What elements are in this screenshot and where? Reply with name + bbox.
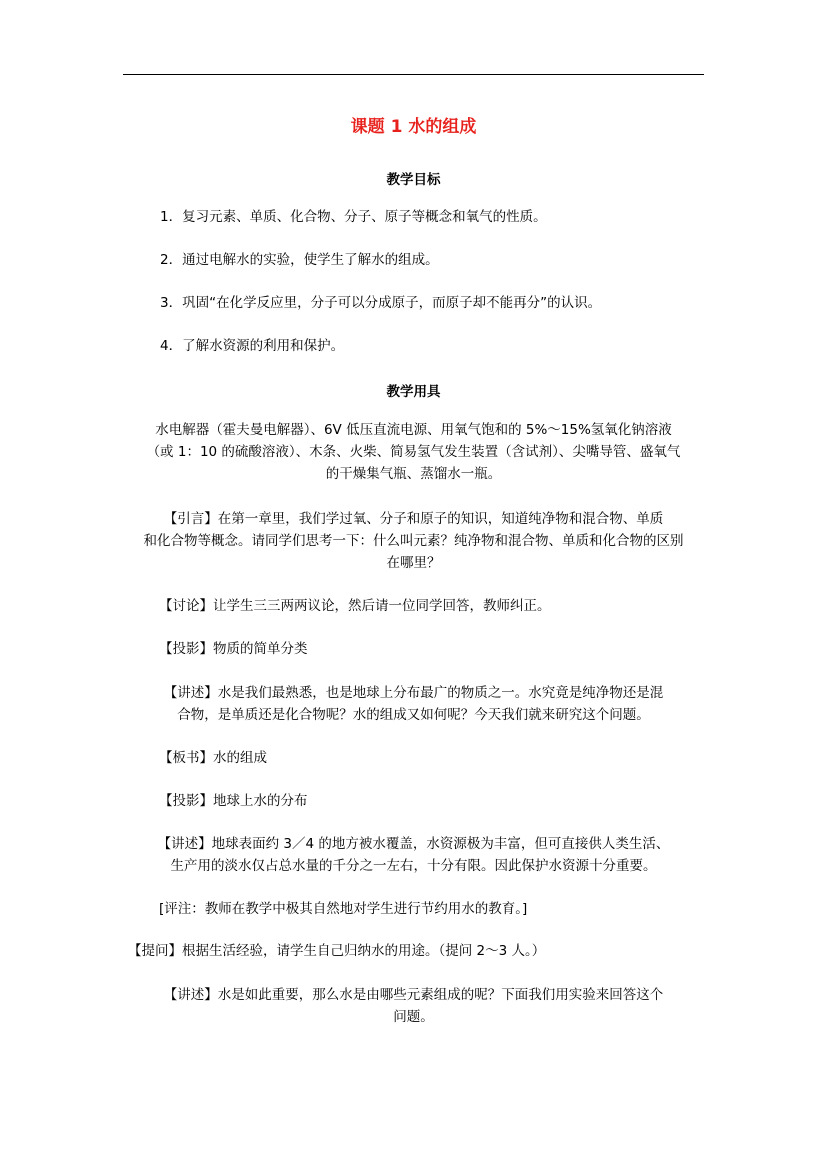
- lecture-line: 【讲述】水是如此重要，那么水是由哪些元素组成的呢？下面我们用实验来回答这个: [163, 987, 664, 1003]
- intro-line: 和化合物等概念。请同学们思考一下：什么叫元素？纯净物和混合物、单质和化合物的区别: [143, 533, 684, 549]
- lecture-line: 生产用的淡水仅占总水量的千分之一左右，十分有限。因此保护水资源十分重要。: [170, 858, 657, 874]
- board-paragraph: 【板书】水的组成: [159, 750, 267, 766]
- objective-item: 2．通过电解水的实验，使学生了解水的组成。: [160, 252, 439, 268]
- intro-line: 在哪里？: [386, 555, 441, 571]
- objective-item: 1．复习元素、单质、化合物、分子、原子等概念和氧气的性质。: [160, 209, 547, 225]
- tools-line: 水电解器（霍夫曼电解器）、6V 低压直流电源、用氧气饱和的 5%～15%氢氧化钠溶液: [155, 422, 672, 438]
- lecture-paragraph: [120, 682, 707, 726]
- lecture-line: 【讲述】水是我们最熟悉，也是地球上分布最广的物质之一。水究竟是纯净物还是混: [163, 685, 664, 701]
- intro-paragraph: [120, 508, 707, 574]
- intro-line: 【引言】在第一章里，我们学过氧、分子和原子的知识，知道纯净物和混合物、单质: [163, 511, 664, 527]
- comment-paragraph: [评注：教师在教学中极其自然地对学生进行节约用水的教育。]: [159, 901, 528, 917]
- lecture-paragraph: [120, 984, 707, 1028]
- discussion-paragraph: 【讨论】让学生三三两两议论，然后请一位同学回答，教师纠正。: [159, 598, 551, 614]
- lecture-line: 合物，是单质还是化合物呢？水的组成又如何呢？今天我们就来研究这个问题。: [177, 707, 650, 723]
- header-rule: [123, 74, 704, 75]
- projection-paragraph: 【投影】地球上水的分布: [159, 793, 308, 809]
- lecture-line: 问题。: [393, 1009, 434, 1025]
- lecture-line: 【讲述】地球表面约 3／4 的地方被水覆盖，水资源极为丰富，但可直接供人类生活、: [157, 836, 670, 852]
- question-paragraph: 【提问】根据生活经验，请学生自己归纳水的用途。（提问 2～3 人。）: [128, 943, 546, 959]
- projection-paragraph: 【投影】物质的简单分类: [159, 641, 308, 657]
- objectives-heading: 教学目标: [386, 172, 441, 188]
- objective-item: 4．了解水资源的利用和保护。: [160, 338, 345, 354]
- objective-item: 3．巩固“在化学反应里，分子可以分成原子，而原子却不能再分”的认识。: [160, 295, 602, 311]
- page-title: 课题 1 水的组成: [350, 117, 477, 137]
- tools-line: 的干燥集气瓶、蒸馏水一瓶。: [325, 466, 502, 482]
- tools-paragraph: [120, 419, 707, 485]
- tools-heading: 教学用具: [386, 384, 441, 400]
- tools-line: （或 1：10 的硫酸溶液）、木条、火柴、简易氢气发生装置（含试剂）、尖嘴导管、盛氧气: [146, 444, 681, 460]
- lecture-paragraph: [120, 833, 707, 877]
